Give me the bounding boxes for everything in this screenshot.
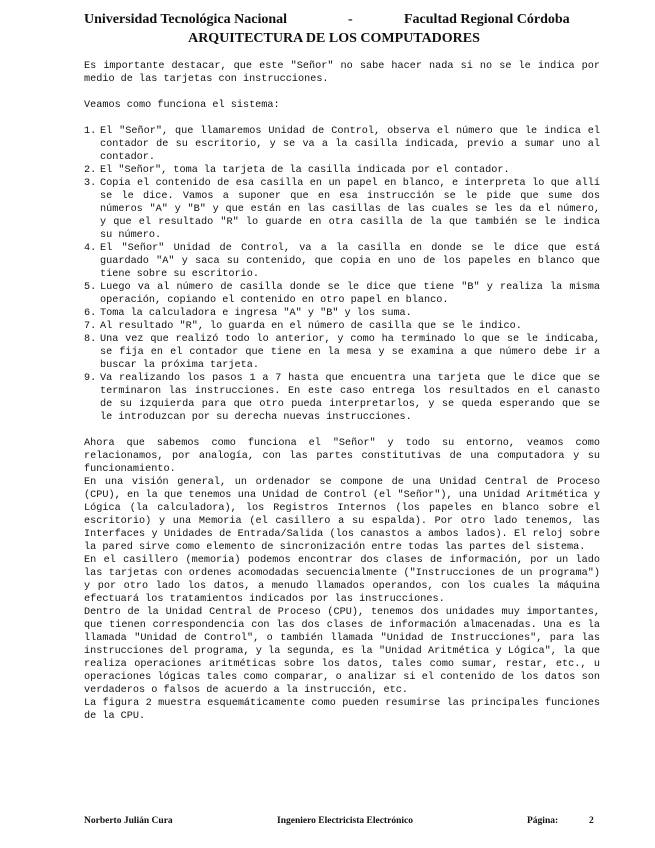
page-title: ARQUITECTURA DE LOS COMPUTADORES (188, 31, 480, 46)
list-item (84, 320, 600, 333)
faculty-name: Facultad Regional Córdoba (404, 12, 570, 27)
list-item (84, 281, 600, 307)
body-paragraph: Dentro de la Unidad Central de Proceso (CPU), tenemos dos unidades muy importantes, que tienen correspondencia con las dos clases de información almacenadas. Una es la llamada "Unidad de Control", o también llamada "Unidad de Instrucciones", para las instrucciones del programa, y la segunda, es la "Unidad Aritmética y Lógica", la que realiza operaciones aritméticas sobre los datos, tales como sumar, restar, etc., u operaciones lógicas tales como comparar, o analizar si el contenido de los datos son verdaderos o falsos de acuerdo a la instrucción, etc. (84, 607, 600, 696)
list-item (84, 177, 600, 242)
footer-title: Ingeniero Electricista Electrónico (277, 816, 413, 826)
list-item (84, 307, 600, 320)
step-number: 6. (84, 308, 97, 319)
step-number: 2. (84, 165, 97, 176)
step-number: 3. (84, 178, 97, 189)
body-paragraph: La figura 2 muestra esquemáticamente como pueden resumirse las principales funciones de la CPU. (84, 698, 600, 722)
step-number: 8. (84, 334, 97, 345)
step-number: 9. (84, 373, 97, 384)
list-item (84, 372, 600, 424)
list-item (84, 242, 600, 281)
step-number: 1. (84, 126, 97, 137)
footer-page-label: Página: (527, 816, 559, 826)
document-body (84, 60, 600, 723)
body-paragraph: Ahora que sabemos como funciona el "Señor" y todo su entorno, veamos como relacionamos, por analogía, con las partes constitutivas de una computadora y su funcionamiento. (84, 438, 600, 475)
list-item (84, 164, 600, 177)
intro-paragraph: Es importante destacar, que este "Señor" no sabe hacer nada si no se le indica por medio de las tarjetas con instrucciones. (84, 61, 600, 85)
footer-page-number: 2 (589, 816, 594, 826)
step-number: 4. (84, 243, 97, 254)
lead-paragraph: Veamos como funciona el sistema: (84, 100, 280, 111)
step-number: 5. (84, 282, 97, 293)
step-text: El "Señor" Unidad de Control, va a la casilla en donde se le dice que está guardado "A" y saca su contenido, que copia en uno de los papeles en blanco que tiene sobre su escritorio. (100, 243, 600, 280)
header-line (84, 12, 584, 28)
step-text: Luego va al número de casilla donde se le dice que tiene "B" y realiza la misma operación, copiando el contenido en otro papel en blanco. (100, 282, 600, 306)
step-text: Toma la calculadora e ingresa "A" y "B" y los suma. (100, 308, 412, 319)
body-paragraph: En una visión general, un ordenador se compone de una Unidad Central de Proceso (CPU), en la que tenemos una Unidad de Control (el "Señor"), una Unidad Aritmética y Lógica (la calculadora), los Registros Internos (los papeles en blanco sobre el escritorio) y una Memoria (el casillero a su espalda). Por otro lado tenemos, las Interfaces y Unidades de Entrada/Salida (los canastos a ambos lados). El reloj sobre la pared sirve como elemento de sincronización entre todas las partes del sistema. (84, 477, 600, 553)
step-text: Una vez que realizó todo lo anterior, y como ha terminado lo que se le indicaba, se fija en el contador que tiene en la mesa y se examina a que número debe ir a buscar la próxima tarjeta. (100, 334, 600, 371)
steps-list (84, 125, 600, 424)
step-text: El "Señor", que llamaremos Unidad de Control, observa el número que le indica el contador de su escritorio, y se va a la casilla indicada, previo a sumar uno al contador. (100, 126, 600, 163)
list-item (84, 125, 600, 164)
step-text: Copia el contenido de esa casilla en un papel en blanco, e interpreta lo que allí se le dice. Vamos a suponer que en esa instrucción se le pide que sume dos números "A" y "B" y que están en las casillas de las cuales se les da el número, y que el resultado "R" lo guarde en otra casilla de la que también se le indica su número. (100, 178, 600, 241)
footer-author: Norberto Julián Cura (84, 816, 173, 826)
university-name: Universidad Tecnológica Nacional (84, 12, 288, 27)
step-text: Va realizando los pasos 1 a 7 hasta que encuentra una tarjeta que le dice que se terminaron las instrucciones. En este caso entrega los resultados en el canasto de su izquierda para que otro pueda interpretarlos, y se queda esperando que se le introduzcan por su derecha nuevas instrucciones. (100, 373, 600, 423)
list-item (84, 333, 600, 372)
step-number: 7. (84, 321, 97, 332)
step-text: El "Señor", toma la tarjeta de la casilla indicada por el contador. (100, 165, 510, 176)
step-text: Al resultado "R", lo guarda en el número de casilla que se le indico. (100, 321, 522, 332)
header-separator: - (348, 12, 353, 27)
body-paragraph: En el casillero (memoria) podemos encontrar dos clases de información, por un lado las tarjetas con ordenes acomodadas secuencialmente ("Instrucciones de un programa") y por otro lado los datos, a menudo llamados operandos, con los cuales la máquina efectuará los tratamientos indicados por las instrucciones. (84, 555, 600, 605)
